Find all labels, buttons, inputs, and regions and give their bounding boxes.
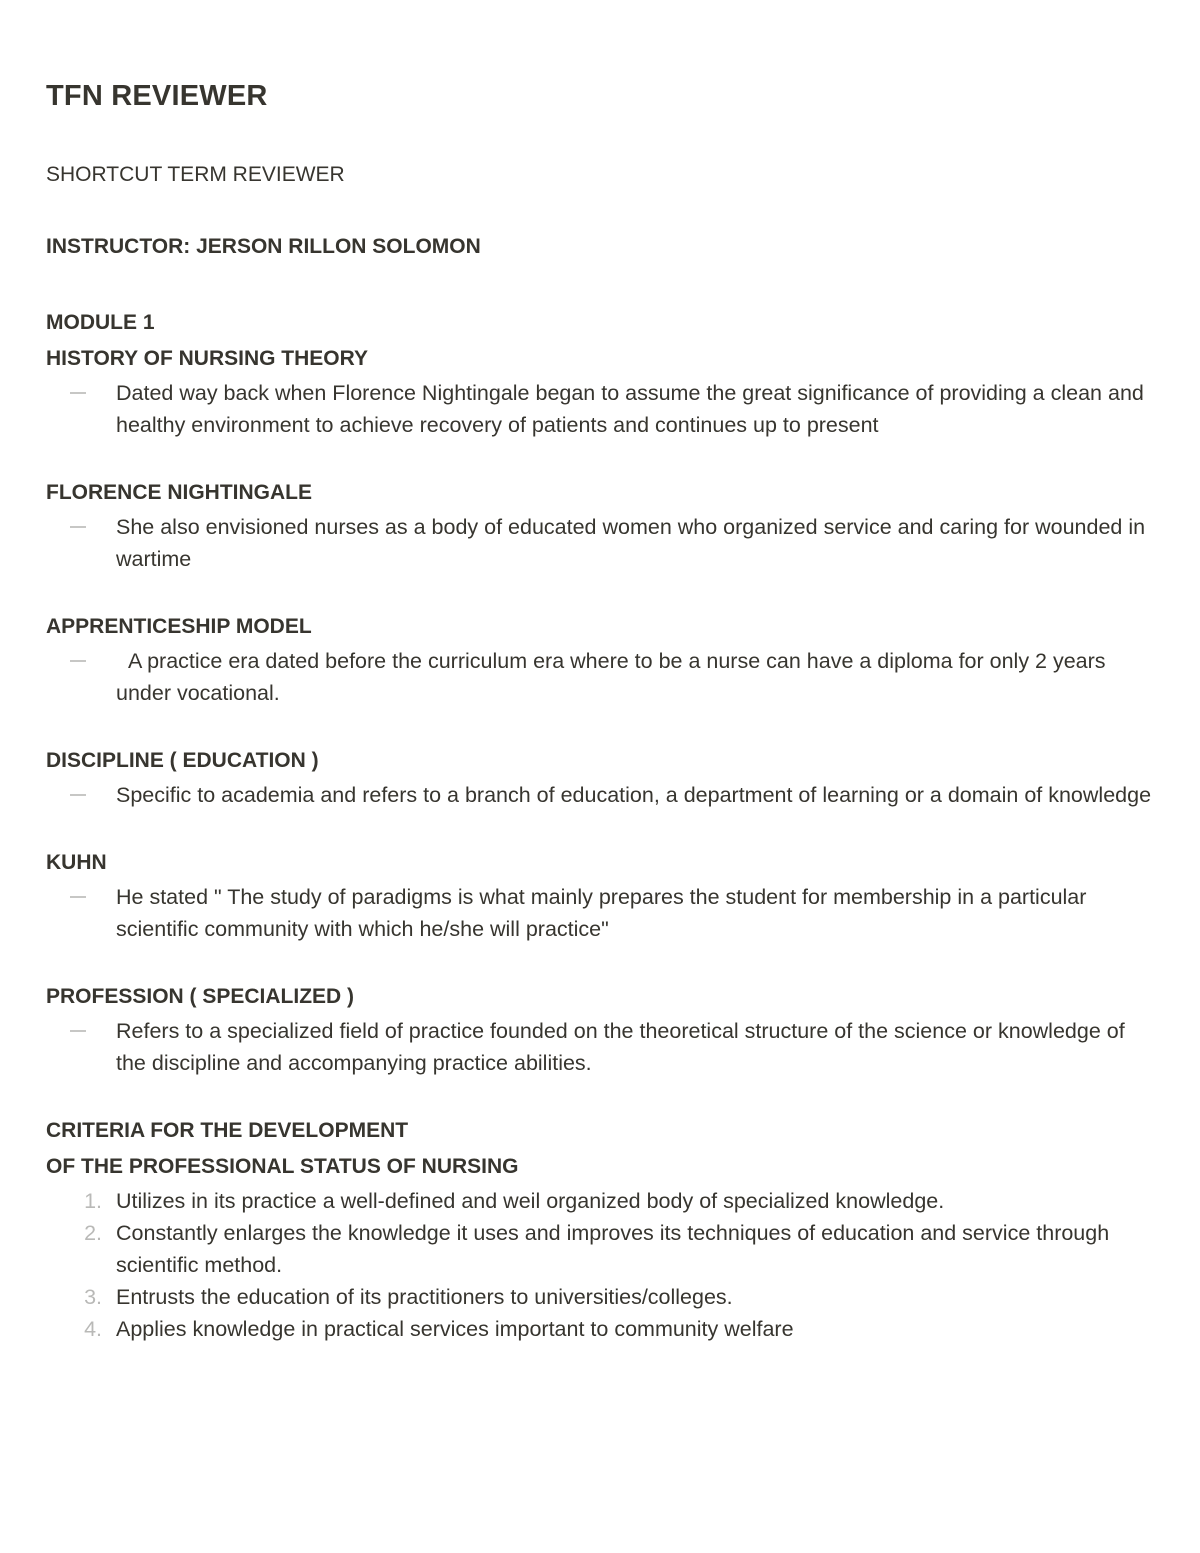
item-number: 1. — [84, 1189, 102, 1213]
item-text: Constantly enlarges the knowledge it uses and improves its techniques of education and service through scientific method. — [116, 1221, 1110, 1277]
item-text: Utilizes in its practice a well-defined and weil organized body of specialized knowledge. — [116, 1189, 945, 1213]
section-kuhn — [46, 845, 1156, 945]
section-apprenticeship — [46, 609, 1156, 709]
dash-bullet-icon — [46, 645, 116, 677]
section-heading: PROFESSION ( SPECIALIZED ) — [46, 985, 355, 1008]
section-heading: KUHN — [46, 851, 107, 874]
document-subtitle: SHORTCUT TERM REVIEWER — [46, 163, 345, 186]
item-number: 2. — [84, 1221, 102, 1245]
section-discipline — [46, 743, 1156, 811]
bullet-item — [46, 377, 1156, 441]
document-body — [46, 305, 1156, 1379]
section-history — [46, 305, 1156, 441]
dash-bullet-icon — [46, 377, 116, 409]
numbered-item — [46, 1313, 1156, 1345]
numbered-item — [46, 1185, 1156, 1217]
item-text: Applies knowledge in practical services important to community welfare — [116, 1317, 794, 1341]
section-criteria — [46, 1113, 1156, 1345]
section-profession — [46, 979, 1156, 1079]
dash-bullet-icon — [46, 881, 116, 913]
instructor-line: INSTRUCTOR: JERSON RILLON SOLOMON — [46, 235, 481, 258]
numbered-item — [46, 1281, 1156, 1313]
dash-bullet-icon — [46, 779, 116, 811]
section-heading: APPRENTICESHIP MODEL — [46, 615, 312, 638]
numbered-item — [46, 1217, 1156, 1281]
bullet-item — [46, 511, 1156, 575]
section-heading: CRITERIA FOR THE DEVELOPMENT — [46, 1119, 409, 1142]
bullet-item — [46, 881, 1156, 945]
section-heading: DISCIPLINE ( EDUCATION ) — [46, 749, 319, 772]
item-text: Entrusts the education of its practitioners to universities/colleges. — [116, 1285, 733, 1309]
section-heading: MODULE 1 — [46, 311, 155, 334]
document-title: TFN REVIEWER — [46, 80, 268, 112]
bullet-item — [46, 1015, 1156, 1079]
bullet-text: He stated " The study of paradigms is what mainly prepares the student for membership in a particular scientific community with which he/she will practice" — [116, 885, 1087, 941]
section-heading: OF THE PROFESSIONAL STATUS OF NURSING — [46, 1155, 519, 1178]
dash-bullet-icon — [46, 511, 116, 543]
item-number: 4. — [84, 1317, 102, 1341]
section-heading: FLORENCE NIGHTINGALE — [46, 481, 312, 504]
item-number: 3. — [84, 1285, 102, 1309]
bullet-text: Specific to academia and refers to a branch of education, a department of learning or a domain of knowledge — [116, 783, 1152, 807]
bullet-item — [46, 779, 1156, 811]
bullet-text: Refers to a specialized field of practice founded on the theoretical structure of the science or knowledge of the discipline and accompanying practice abilities. — [116, 1019, 1125, 1075]
bullet-text: Dated way back when Florence Nightingale began to assume the great significance of providing a clean and healthy environment to achieve recovery of patients and continues up to present — [116, 381, 1144, 437]
dash-bullet-icon — [46, 1015, 116, 1047]
bullet-item — [46, 645, 1156, 709]
section-florence — [46, 475, 1156, 575]
bullet-text: She also envisioned nurses as a body of educated women who organized service and caring for wounded in wartime — [116, 515, 1146, 571]
bullet-text: A practice era dated before the curriculum era where to be a nurse can have a diploma for only 2 years under vocational. — [116, 649, 1112, 705]
section-heading: HISTORY OF NURSING THEORY — [46, 347, 369, 370]
